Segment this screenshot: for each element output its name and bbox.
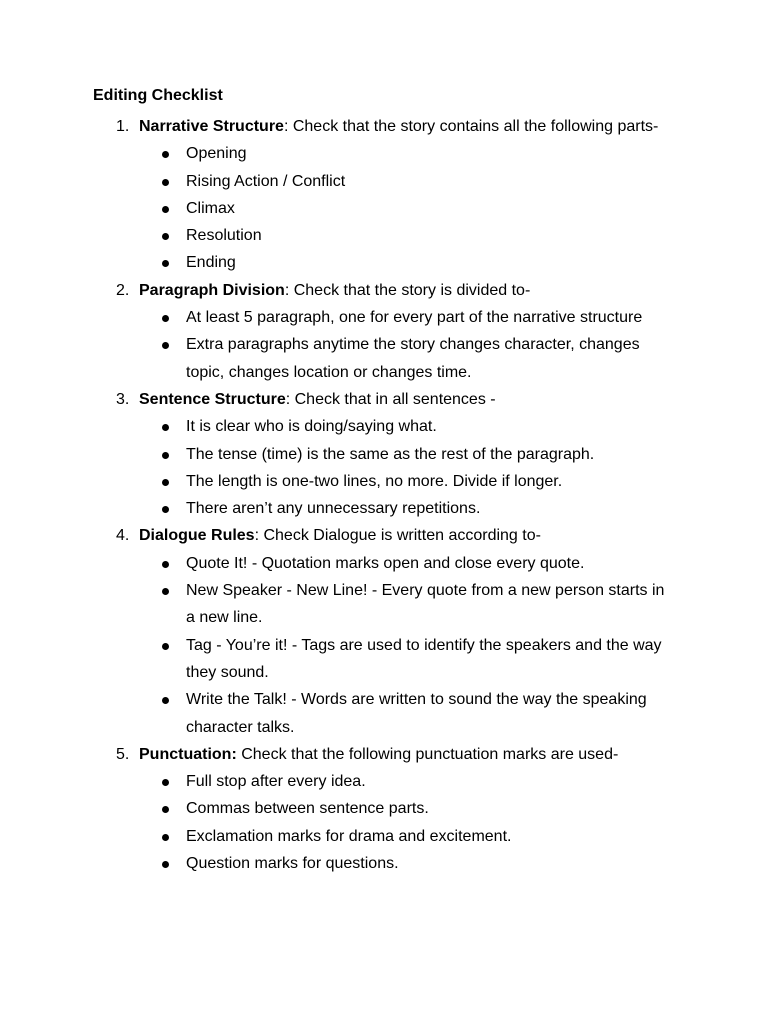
section-number: 3.	[116, 390, 130, 408]
list-item-text: The length is one-two lines, no more. Divide if longer.	[186, 472, 563, 490]
document-title: Editing Checklist	[93, 87, 223, 104]
list-item	[0, 195, 676, 222]
list-item	[0, 249, 676, 276]
bullet-icon	[162, 561, 169, 568]
list-item	[0, 140, 676, 167]
section-item-list	[0, 550, 679, 741]
section-heading: Dialogue Rules	[139, 527, 255, 545]
bullet-icon	[162, 206, 169, 213]
list-item-text: Resolution	[186, 227, 262, 245]
list-item	[0, 850, 676, 877]
section-number: 5.	[116, 745, 130, 763]
checklist-section	[0, 522, 679, 740]
section-heading: Paragraph Division	[139, 281, 285, 299]
checklist-section	[0, 386, 679, 522]
list-item	[0, 468, 676, 495]
section-item-list	[0, 140, 679, 276]
bullet-icon	[162, 424, 169, 431]
list-item-text: It is clear who is doing/saying what.	[186, 418, 437, 436]
list-item-text: Write the Talk! - Words are written to sound the way the speaking character talks.	[186, 691, 647, 736]
list-item	[0, 304, 676, 331]
bullet-icon	[162, 697, 169, 704]
list-item-text: Question marks for questions.	[186, 855, 399, 873]
bullet-icon	[162, 779, 169, 786]
list-item-text: There aren’t any unnecessary repetitions.	[186, 500, 481, 518]
list-item-text: Tag - You’re it! - Tags are used to identify the speakers and the way they sound.	[186, 636, 662, 681]
section-heading: Sentence Structure	[139, 390, 286, 408]
list-item-text: At least 5 paragraph, one for every part of the narrative structure	[186, 309, 643, 327]
list-item-text: The tense (time) is the same as the rest of the paragraph.	[186, 445, 595, 463]
checklist-section	[0, 277, 679, 386]
list-item	[0, 686, 676, 741]
checklist-section	[0, 113, 679, 277]
list-item	[0, 795, 676, 822]
section-number: 1.	[116, 118, 130, 135]
list-item	[0, 495, 676, 522]
list-item-text: Full stop after every idea.	[186, 773, 366, 791]
section-item-list	[0, 304, 679, 386]
list-item	[0, 331, 676, 386]
list-item	[0, 413, 676, 440]
list-item	[0, 222, 676, 249]
section-intro: : Check that the story is divided to-	[284, 281, 531, 299]
list-item	[0, 823, 676, 850]
list-item-text: Commas between sentence parts.	[186, 800, 429, 818]
section-number: 4.	[116, 527, 130, 545]
bullet-icon	[162, 861, 169, 868]
bullet-icon	[162, 233, 169, 240]
bullet-icon	[162, 479, 169, 486]
bullet-icon	[162, 179, 169, 186]
list-item-text: Quote It! - Quotation marks open and close every quote.	[186, 554, 585, 572]
section-intro: Check that the following punctuation marks are used-	[236, 745, 619, 763]
list-item-text: Climax	[186, 199, 235, 217]
bullet-icon	[162, 452, 169, 459]
list-item-text: Extra paragraphs anytime the story changes character, changes topic, changes location or changes time.	[186, 336, 640, 381]
section-number: 2.	[116, 281, 130, 299]
section-heading: Narrative Structure	[139, 118, 284, 135]
section-intro: : Check that the story contains all the following parts-	[283, 118, 659, 135]
list-item	[0, 632, 676, 687]
section-item-list	[0, 413, 679, 522]
list-item	[0, 577, 676, 632]
list-item	[0, 441, 676, 468]
list-item-text: Opening	[186, 145, 247, 163]
bullet-icon	[162, 806, 169, 813]
checklist	[0, 113, 768, 877]
bullet-icon	[162, 151, 169, 158]
list-item	[0, 168, 676, 195]
bullet-icon	[162, 643, 169, 650]
section-intro: : Check that in all sentences -	[285, 390, 496, 408]
bullet-icon	[162, 315, 169, 322]
section-heading: Punctuation:	[139, 745, 237, 763]
checklist-section	[0, 741, 679, 877]
bullet-icon	[162, 834, 169, 841]
bullet-icon	[162, 506, 169, 513]
bullet-icon	[162, 588, 169, 595]
section-intro: : Check Dialogue is written according to-	[254, 527, 541, 545]
list-item-text: Rising Action / Conflict	[186, 172, 346, 190]
bullet-icon	[162, 342, 169, 349]
section-item-list	[0, 768, 679, 877]
list-item-text: New Speaker - New Line! - Every quote from a new person starts in a new line.	[186, 582, 665, 627]
list-item	[0, 768, 676, 795]
bullet-icon	[162, 260, 169, 267]
list-item-text: Exclamation marks for drama and excitement.	[186, 827, 512, 845]
list-item-text: Ending	[186, 254, 236, 272]
list-item	[0, 550, 676, 577]
